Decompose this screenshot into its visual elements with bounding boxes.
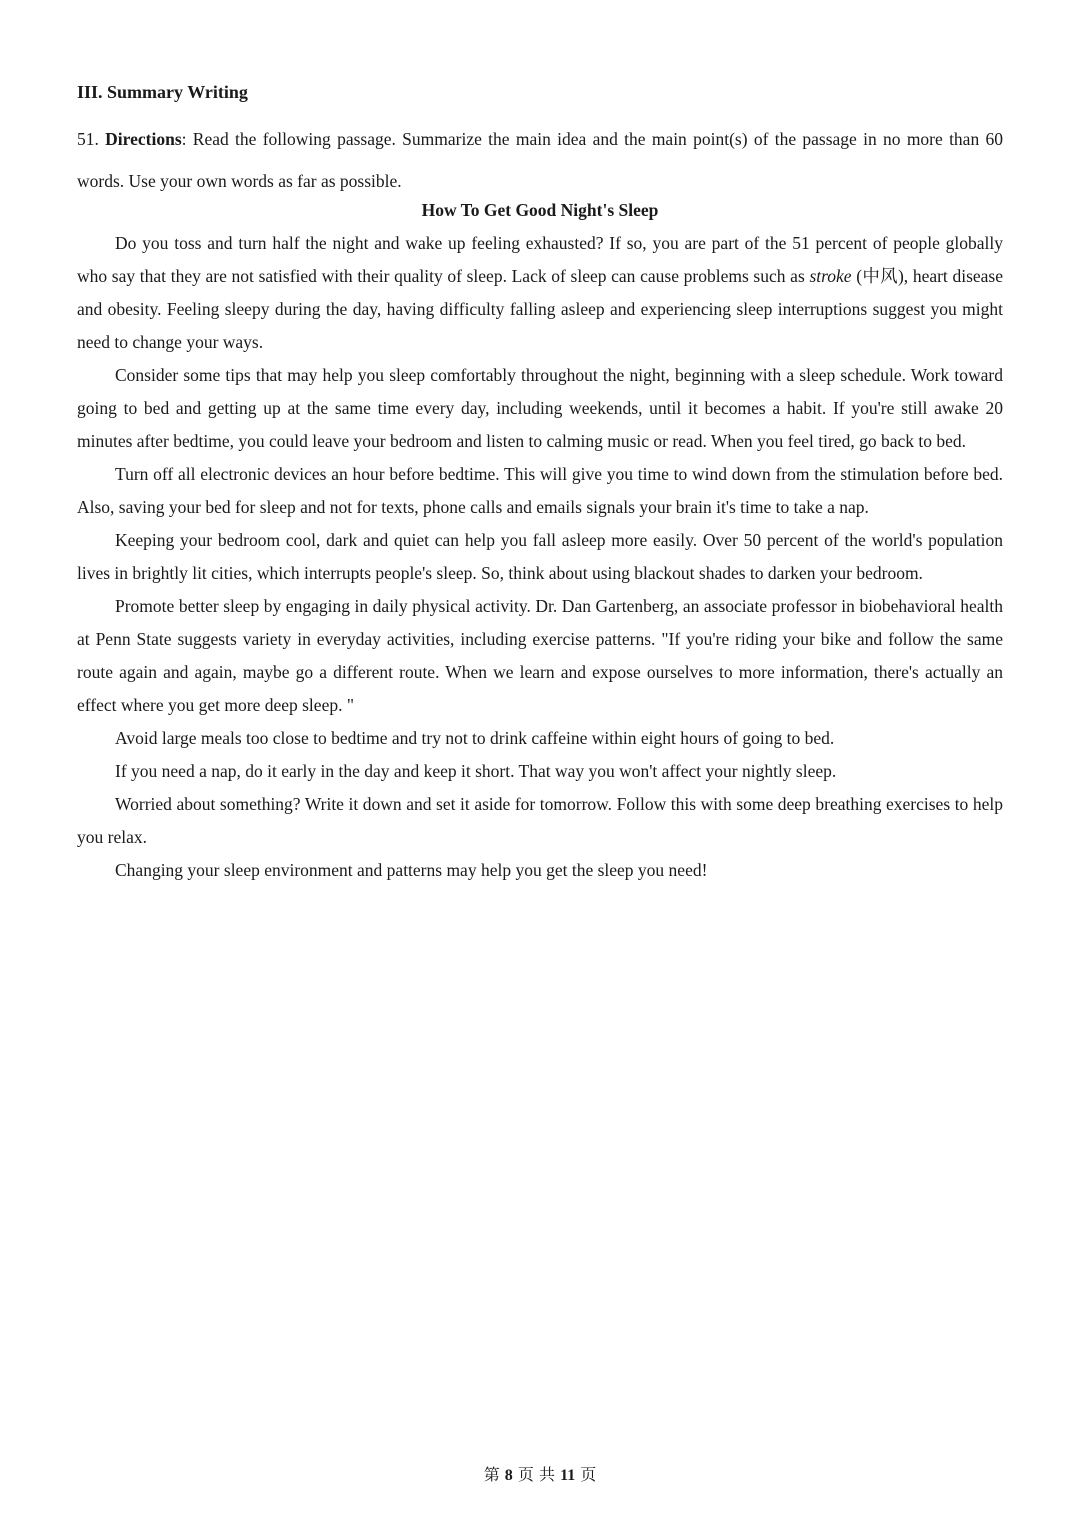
directions-text: : Read the following passage. Summarize the main idea and the main point(s) of the passage in no more than 60 words. Use your own words as far as possible.	[77, 129, 1003, 191]
document-page	[77, 0, 1003, 1527]
footer-total-pages: 11	[560, 1467, 576, 1484]
paragraph-5: Promote better sleep by engaging in daily physical activity. Dr. Dan Gartenberg, an associate professor in biobehavioral health at Penn State suggests variety in everyday activities, including exercise patterns. "If you're riding your bike and follow the same route again and again, maybe go a different route. When we learn and expose ourselves to more information, there's actually an effect where you get more deep sleep. "	[77, 596, 1003, 715]
footer-middle: 页 共	[517, 1465, 555, 1484]
question-number: 51.	[77, 129, 99, 149]
paragraph-9: Changing your sleep environment and patterns may help you get the sleep you need!	[115, 860, 708, 880]
page-footer	[0, 1463, 1080, 1488]
paragraph-6: Avoid large meals too close to bedtime and try not to drink caffeine within eight hours of going to bed.	[115, 728, 835, 748]
footer-prefix: 第	[483, 1465, 500, 1484]
term-stroke: stroke	[809, 266, 852, 286]
passage-title: How To Get Good Night's Sleep	[421, 200, 659, 220]
footer-suffix: 页	[580, 1465, 597, 1484]
directions-label: Directions	[105, 129, 182, 149]
section-heading: III. Summary Writing	[77, 82, 248, 102]
paragraph-1-text-a: Do you toss and turn half the night and wake up feeling exhausted? If so, you are part of the 51 percent of people globally who say that they are not satisfied with their quality of sleep. Lack of sleep can cause problems such as	[77, 233, 1003, 286]
passage-body	[77, 227, 1003, 887]
paragraph-1-text-b: (中风), heart disease and obesity. Feeling sleepy during the day, having difficulty falling asleep and experiencing sleep interruptions suggest you might need to change your ways.	[77, 266, 1004, 352]
paragraph-8: Worried about something? Write it down and set it aside for tomorrow. Follow this with some deep breathing exercises to help you relax.	[77, 794, 1003, 847]
paragraph-3: Turn off all electronic devices an hour before bedtime. This will give you time to wind down from the stimulation before bed. Also, saving your bed for sleep and not for texts, phone calls and emails signals your brain it's time to take a nap.	[77, 464, 1003, 517]
footer-page-number: 8	[504, 1467, 513, 1484]
paragraph-1	[77, 227, 1003, 359]
paragraph-2: Consider some tips that may help you sleep comfortably throughout the night, beginning with a sleep schedule. Work toward going to bed and getting up at the same time every day, including weekends, until it becomes a habit. If you're still awake 20 minutes after bedtime, you could leave your bedroom and listen to calming music or read. When you feel tired, go back to bed.	[77, 365, 1003, 451]
question-directions	[77, 118, 1003, 202]
paragraph-7: If you need a nap, do it early in the day and keep it short. That way you won't affect your nightly sleep.	[115, 761, 837, 781]
paragraph-4: Keeping your bedroom cool, dark and quiet can help you fall asleep more easily. Over 50 percent of the world's population lives in brightly lit cities, which interrupts people's sleep. So, think about using blackout shades to darken your bedroom.	[77, 530, 1003, 583]
